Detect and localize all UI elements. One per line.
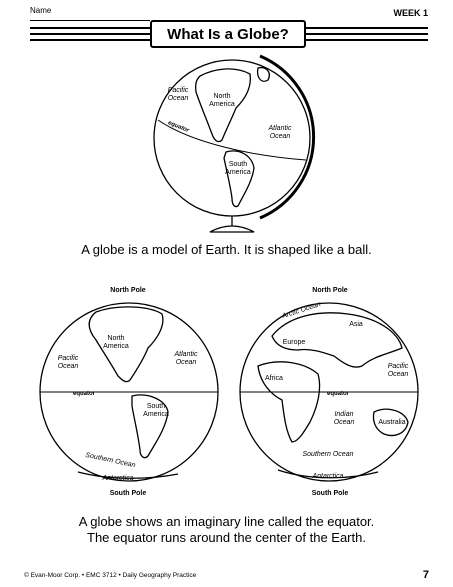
east-equator-label: equator	[326, 391, 350, 397]
west-equator-label: equator	[72, 391, 96, 397]
east-indian-ocean-label-2: Ocean	[333, 419, 355, 426]
pacific-ocean-label-2: Ocean	[167, 95, 189, 102]
equator-caption-line-1: A globe shows an imaginary line called the equator.	[78, 514, 375, 529]
east-australia-label: Australia	[378, 419, 406, 426]
west-southern-ocean-label: Southern Ocean	[84, 451, 136, 470]
north-america-label-1: North	[213, 93, 231, 100]
page-number: 7	[422, 569, 429, 581]
equator-label: equator	[167, 120, 190, 134]
header-stripe-right-2	[303, 33, 428, 35]
header-stripe-left-1	[30, 27, 150, 29]
south-america-label-1: South	[228, 161, 248, 168]
western-hemisphere-map	[38, 296, 220, 488]
east-south-pole-label: South Pole	[311, 490, 349, 497]
east-antarctica-label: Antarctica	[312, 473, 344, 480]
west-pacific-label-1: Pacific	[57, 355, 79, 362]
west-north-america-label-2: America	[103, 343, 129, 350]
pacific-ocean-label-1: Pacific	[167, 87, 189, 94]
page-title: What Is a Globe?	[150, 20, 306, 48]
week-label: WEEK 1	[393, 8, 428, 18]
east-pacific-label-1: Pacific	[387, 363, 409, 370]
atlantic-ocean-label-1: Atlantic	[268, 125, 292, 132]
west-south-pole-label: South Pole	[109, 490, 147, 497]
east-indian-ocean-label-1: Indian	[334, 411, 354, 418]
header-stripe-right-3	[303, 39, 428, 41]
eastern-hemisphere-map	[238, 296, 420, 488]
name-label: Name	[30, 6, 52, 15]
west-north-pole-label: North Pole	[110, 287, 146, 294]
east-pacific-label-2: Ocean	[387, 371, 409, 378]
header-stripe-left-3	[30, 39, 150, 41]
west-antarctica-label: Antarctica	[102, 475, 134, 482]
west-atlantic-label-2: Ocean	[175, 359, 197, 366]
west-atlantic-label-1: Atlantic	[174, 351, 198, 358]
east-europe-label: Europe	[282, 339, 306, 346]
west-north-america-label-1: North	[107, 335, 125, 342]
footer-credit: © Evan-Moor Corp. • EMC 3712 • Daily Geography Practice	[24, 572, 197, 579]
east-north-pole-label: North Pole	[312, 287, 348, 294]
name-line	[30, 20, 150, 21]
header-stripe-left-2	[30, 33, 150, 35]
north-america-label-2: America	[209, 101, 235, 108]
east-southern-ocean-label: Southern Ocean	[302, 451, 354, 458]
globe-caption: A globe is a model of Earth. It is shaped like a ball.	[81, 242, 372, 257]
header-stripe-right-1	[303, 27, 428, 29]
globe-illustration	[140, 48, 320, 238]
south-america-label-2: America	[225, 169, 251, 176]
east-arctic-ocean-label: Arctic Ocean	[281, 301, 322, 321]
east-africa-label: Africa	[265, 375, 283, 382]
east-asia-label: Asia	[349, 321, 363, 328]
west-pacific-label-2: Ocean	[57, 363, 79, 370]
atlantic-ocean-label-2: Ocean	[269, 133, 291, 140]
equator-caption-line-2: The equator runs around the center of the Earth.	[87, 530, 366, 545]
west-south-america-label-1: South	[146, 403, 166, 410]
west-south-america-label-2: America	[143, 411, 169, 418]
